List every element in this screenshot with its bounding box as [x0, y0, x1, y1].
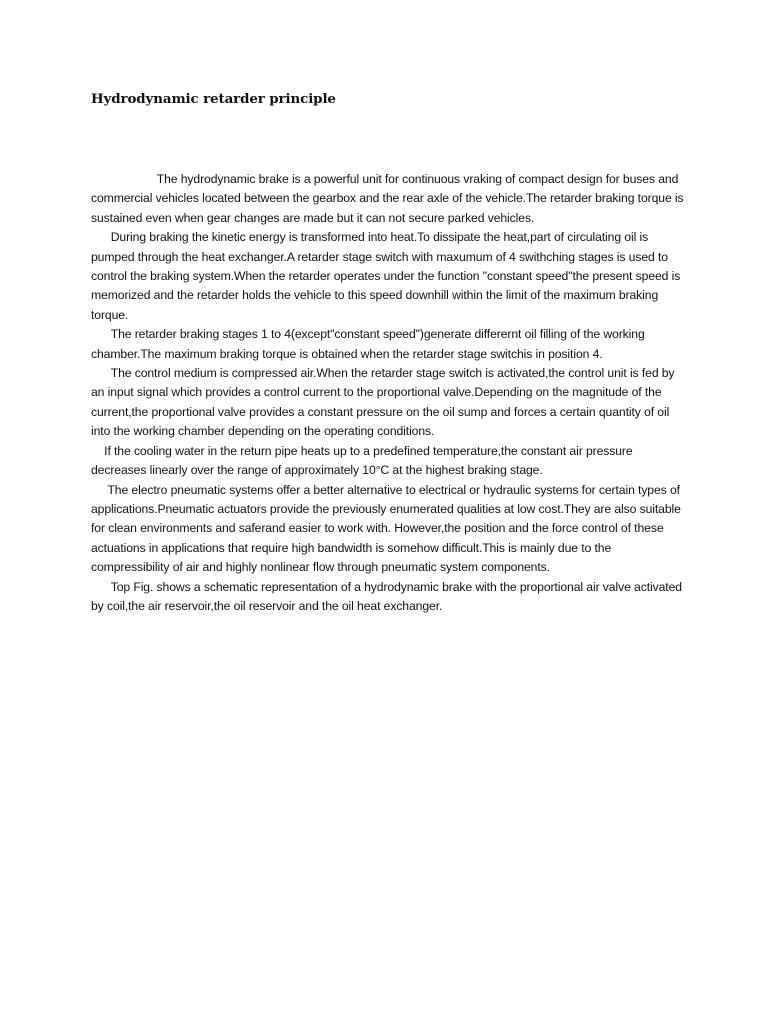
- paragraph-7: Top Fig. shows a schematic representation of a hydrodynamic brake with the proportional air valve activated by coil,the air reservoir,the oil reservoir and the oil heat exchanger.: [91, 579, 686, 613]
- paragraph-4: The control medium is compressed air.When the retarder stage switch is activated,the control unit is fed by an input signal which provides a control current to the proportional valve.Depending on the magnitude of the current,the proportional valve provides a constant pressure on the oil sump and forces a certain quantity of oil into the working chamber depending on the operating conditions.: [91, 366, 678, 439]
- paragraph-1: The hydrodynamic brake is a powerful unit for continuous vraking of compact design for buses and commercial vehicles located between the gearbox and the rear axle of the vehicle.The retarder braking torque is sustained even when gear changes are made but it can not secure parked vehicles.: [91, 172, 687, 225]
- paragraph-6: The electro pneumatic systems offer a better alternative to electrical or hydraulic systems for certain types of applications.Pneumatic actuators provide the previously enumerated qualities at low cost.They are also suitable for clean environments and saferand easier to work with. However,the position and the force control of these actuations in applications that require high bandwidth is somehow difficult.This is mainly due to the compressibility of air and highly nonlinear flow through pneumatic system components.: [91, 482, 685, 575]
- paragraph-2: During braking the kinetic energy is transformed into heat.To dissipate the heat,part of circulating oil is pumped through the heat exchanger.A retarder stage switch with maxumum of 4 swithching stages is used to control the braking system.When the retarder operates under the function "constant speed"the present speed is memorized and the retarder holds the vehicle to this speed downhill within the limit of the maximum braking torque.: [91, 230, 684, 322]
- document-body: [91, 170, 687, 616]
- paragraph-3: The retarder braking stages 1 to 4(except"constant speed")generate differernt oil filling of the working chamber.The maximum braking torque is obtained when the retarder stage switchis in position 4.: [91, 327, 648, 361]
- paragraph-5: If the cooling water in the return pipe heats up to a predefined temperature,the constant air pressure decreases linearly over the range of approximately 10°C at the highest braking stage.: [91, 443, 636, 478]
- document-title: Hydrodynamic retarder principle: [91, 91, 336, 107]
